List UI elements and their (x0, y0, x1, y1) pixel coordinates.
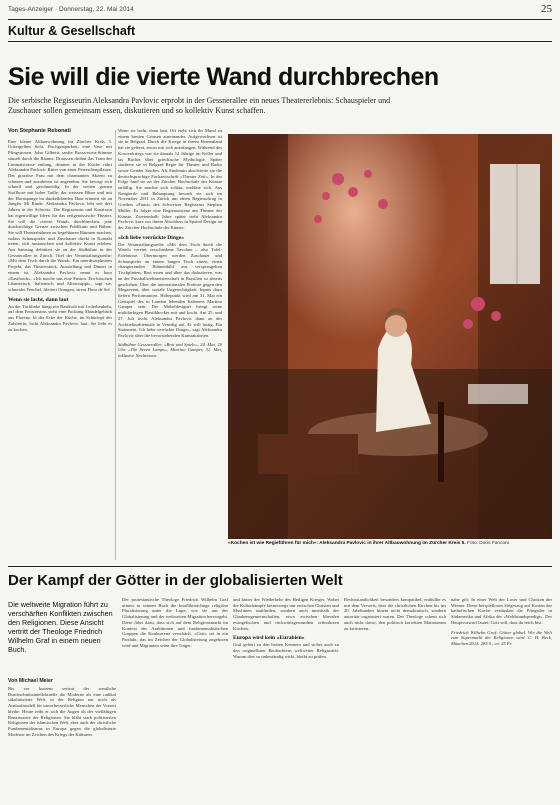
book-info: Friedrich Wilhelm Graf: Götter global. Wie die Welt zum Supermarkt der Religionen wird. C. H. Beck, München 2014. 285 S., ca. 25 Fr. (451, 629, 552, 646)
article-separator (8, 566, 552, 567)
section-title: Kultur & Gesellschaft (8, 24, 136, 38)
column-text: Die Veranstaltungsreihe «Mit dem Tisch durch die Wand» vereint verschiedene Tavolate – also Tafel-Erlebnisse. Übermorgen werden Zuschauer und Schauspieler an einem langen Tisch sitzen, einen changierenden Bühnenbild aus versprengelten Tischplatten, Brot essen und über das diskutieren, was an der Fussballweltmeisterschaft in Brasilien so abseits geschehen. Über die internationalen Proteste gegen den Megaevent, über soziale Ungerechtigkeit. Inputs dazu liefern Performancen. Höhepunkt wird am 31. Mai ein Gastspiel des in London lebenden Italieners Martino Gamper sein. Der Möbeldesigner bringt seine multifarbigen Plastikhocker mit und kocht. Am 25. und 27. Juli tischt Aleksandra Pavlovic dann an der Architekturbiennale in Venedig auf. Er will lustig. Ein Statement. Ich liebe verrückte Dinge», sagt Aleksandra Pavlovic über die bevorstehenden Kunstaktionen. (118, 241, 222, 338)
column-text: Eine kleine Altbauwohnung im Zürcher Kreis 5. Ockergelbes Sofa, Fischgratparkett, eine Vase mit Pfingstrosen. John Gilberts sanfte Bossa-nova-Stimme säuselt durch die Räume. Draussen dröhnt das Tram der Limmatstrasse entlang, drinnen in der Küche rührt Aleksandra Pavlovic Bitter von einer Petersilienpflanze. Der graziöse Frau mit dem charmanten Akzent zu schauen und zuzuhören ist angenehm. Sie bewegt sich schnell und geschmeidig. In der weiten grauen Stoffhose mit hoher Taille, der weissen Bluse und mit der Hornspange im dunkelblonden Haar erinnert sie an Jungfer Mi Rinde. Aleksandra Pavlovic lebt seit drei Jahren in der Schweiz. Die Regisseurin und Kuratorin hat eigenwillige Ideen für das zeitgenössische Theater. Sie will die «vierte Wand» durchbrechen, jene durchsichtige Grenze zwischen Publikum und Bühne. Sie will Theaterbühnen zu begehbaren Räumen machen, sodass Schauspieler und Zuschauer direkt in Kontakt treten, sich austauschen und kollektiv Kunst erleben. Am Samstag debütiert sie an der Südbühne in der Gessnerallee in Zürich. Titel der Veranstaltungsreihe: «Mit dem Tisch durch die Wand». Ein interdisziplinäres Projekt, das Theaterstück, Ausstellung und Dinner in einem ist. Aleksandra Pavlovic nennt es kurz «Eastfoods». «Ich mache uns eine Fusion. Ein bisschen Libanesisch, Italienisch und Mississippi», sagt sie, schneidet Fenchel, filetiert Orangen, streut Fleur de Sel. (8, 138, 112, 292)
page-number: 25 (541, 3, 552, 15)
event-info: Südbühne Gessnerallee, «Brot und Spiele», 24. Mai, 20 Uhr. «The Seven Lamps», Martino Gamper, 31. Mai, inklusive Nachtessen. (118, 341, 222, 359)
article-lead: Die serbische Regisseurin Aleksandra Pavlovic erprobt in der Gessnerallee ein neues Theatererlebnis: Schauspieler und Zuschauer sollen gemeinsam essen, diskutieren und so kollektiv Kunst schaffen. (8, 96, 391, 115)
subheading: «Ich liebe verrückte Dinge» (118, 234, 185, 241)
article2-column-3 (233, 597, 339, 800)
column-text: Wenn sie lacht, dann laut. Oft zieht sich ihr Mund zu einem breiten Grinsen auseinander. Aufgewachsen ist sie in Belgrad. Durch die Kriege in ihrem Heimatland hat sie gelernt, etwas mit sich anzufangen. Während des Kosovokriegs war sie damals 14 Jährige im Keller und las Bücher über griechische Mythologie. Später studierte sie in Belgrad Regie für Theater und Radio sowie Gender Studies. Als Studentin absolvierte sie die deutschsprachige Fachzeitschrift «Theater Zeit». In der Folge fand sie an der Zürcher Hochschule der Künste zufällig. Sie machte sich schlau, meldete sich. Aus Neugierde und Behauptung bewarb sie sich im November 2011 in Zürich um einen Regieauftrag in Goethes «Faust» des Schweizer Regisseurs Stephan Müller. Es folgte eine Regieassistenz am Theater der Künste. Zweieinhalb Jahre später steht Aleksandra Pavlovic kurz vor ihrem Abschluss in Spatial Design an der Zürcher Hochschule der Künste. (118, 128, 222, 230)
photo-caption (228, 541, 552, 546)
article2-column-1 (8, 686, 116, 800)
article-column-1 (8, 128, 112, 562)
column-text: und hinter der Wiederkehr des Heiligen Krieges. Wobei die Kulturkämpfe keineswegs nur zwischen Christen und Muslimen stattfinden, sondern auch innerhalb der Glaubensgemeinschaften, etwa zwischen liberalen evangelischen und rückwärtsgewandten orthodoxen Kirchen. (233, 597, 339, 631)
photo-credit: Foto: Doris Fanconi (467, 541, 509, 546)
newspaper-date: Tages-Anzeiger · Donnerstag, 22. Mai 2014 (8, 6, 134, 13)
column-text: An der Türklinke hängt ein Bastkorb mit Lederhenkeln, auf dem Fenstersims steht eine Packung Mandelgebäck aus Florenz. In der Ecke der Küche, im Schürtopf der Zuhörerin, lacht Aleksandra Pavlovic laut. Sie liebt es zu kochen. (8, 303, 112, 332)
section-rule (8, 41, 552, 42)
woman-in-apartment-photo (228, 134, 552, 539)
article2-byline: Von Michael Meier (8, 678, 53, 684)
column-text: Graf gehört zu den besten Kennern und sicher auch zu den originellsten Beobachtern weltweiter Religiosität. Warum dies so unbeständig wirkt, bleibt zu prüfen. (233, 642, 339, 659)
column-divider (115, 130, 116, 560)
article2-lead: Die weltweite Migration führt zu verschärften Konflikten zwischen den Religionen. Diese Ansicht vertritt der Theologe Friedrich Wilhelm Graf in einem neuen Buch. (8, 600, 113, 654)
column-text: Der protestantische Theologe Friedrich Wilhelm Graf nimmt in seinem Buch die konfliktträchtige religiöse Pluralisierung unter die Lupe, wie sie aus der Globalisierung und der weltweiten Migration hervorgeht. Diese führt dazu, dass sich auf dem Religionsmarkt im Kontext der Ambitionen und fundamentalistischen Gruppen die Konkurrenz verschärft. «Gott» sei in ein Produkt, das im Zeichen der Globalisierung angeboten wird und Migranten seien ihre Träger. (122, 597, 228, 648)
article-photo (228, 134, 552, 539)
article2-headline: Der Kampf der Götter in der globalisierten Welt (8, 572, 343, 589)
article-column-2 (118, 128, 222, 562)
subheading: Europa wird kein «Eurabien» (233, 635, 305, 642)
caption-text: «Kochen ist wie Regieführen für mich»: Aleksandra Pavlovic in ihrer Altbauwohnung im Zürcher Kreis 5. (228, 541, 466, 546)
column-text: nahe gilt: In einer Welt der Loser und Christen der Winner. Diese beispiellosen Siegeszug auf Kosten der katholischen Kirche verdanken die Pfingstler in Südamerika und Afrika der «Wohlstandspredigt». Der Hauptvorwurf lautet: Gott will, dass du reich bist. (451, 597, 552, 625)
column-text: Rechtsstaatlichkeit besonders kompatibel, enthüllte es mit dem Verweis, dass die christlichen Kirchen bis ins 20. Jahrhundert hinein nicht demokratisch, sondern autoritär organisiert waren. Der Theologe scheut sich auch nicht davor, den politisch korrekten Mainstream zu kritisieren. (344, 597, 446, 631)
page-header (8, 3, 552, 18)
column-text: Bis vor kurzem vertrat der westliche Durchschnittsintellektuelle die Moderne als eine radikal säkularisierte Welt, in der Religion nur noch als Auslaufmodell für unverbesserliche Menschen der Vorzeit bleibe. Heute reibt er sich die Augen ob der vielfältigen Renaissance der Religionen. Sie bläht stark politisierten Religionen der islamischen Welt, aber auch der christliche Fundamentalismus in Europa gegen die globalisierte Moderne im Zeichen des Kriegs der Kulturen. (8, 686, 116, 737)
article-headline: Sie will die vierte Wand durchbrechen (8, 63, 439, 91)
header-rule (8, 19, 552, 20)
article2-column-5 (451, 597, 552, 800)
article2-column-4 (344, 597, 446, 800)
article2-column-2 (122, 597, 228, 800)
subheading: Wenn sie lacht, dann laut (8, 296, 69, 303)
article-byline: Von Stephanie Rebonati (8, 128, 71, 134)
